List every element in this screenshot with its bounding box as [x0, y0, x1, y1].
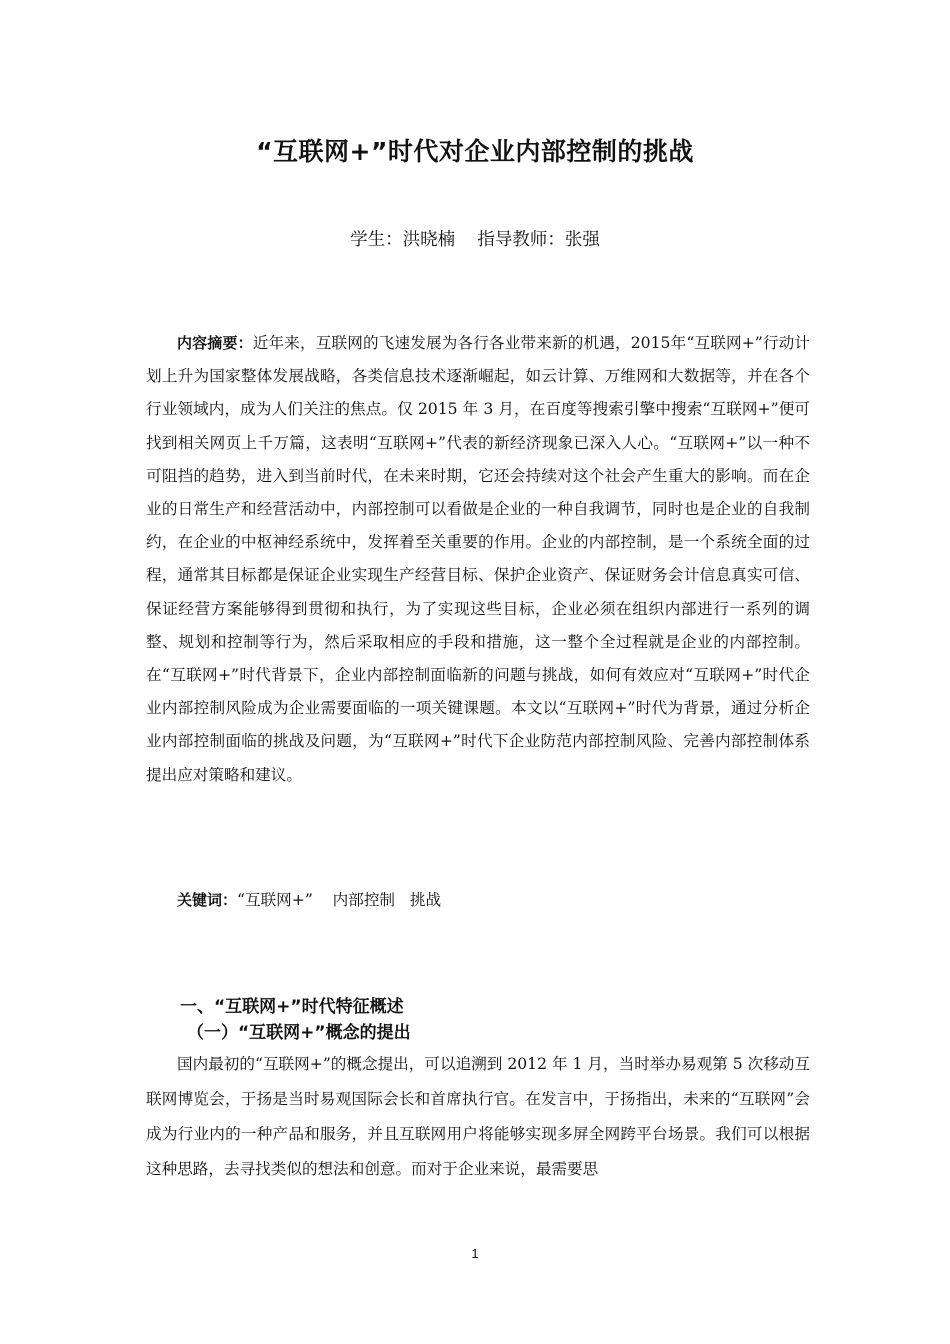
body-paragraph: 国内最初的“互联网+”的概念提出，可以追溯到 2012 年 1 月，当时举办易观第 5 次移动互联网博览会，于扬是当时易观国际会长和首席执行官。在发言中，于扬指出，未来的“互联网”会成为行业内的一种产品和服务，并且互联网用户将能够实现多屏全网跨平台场景。我们可以根据这种思路，去寻找类似的想法和创意。而对于企业来说，最需要思 [146, 1055, 810, 1178]
keywords-line [177, 884, 441, 917]
abstract-text: 近年来，互联网的飞速发展为各行各业带来新的机遇，2015年“互联网+”行动计划上升为国家整体发展战略，各类信息技术逐渐崛起，如云计算、万维网和大数据等，并在各个行业领域内，成为人们关注的焦点。仅 2015 年 3 月，在百度等搜索引擎中搜索“互联网+”便可找到相关网页上千万篇，这表明“互联网+”代表的新经济现象已深入人心。“互联网+”以一种不可阻挡的趋势，进入到当前时代，在未来时期，它还会持续对这个社会产生重大的影响。而在企业的日常生产和经营活动中，内部控制可以看做是企业的一种自我调节，同时也是企业的自我制约，在企业的中枢神经系统中，发挥着至关重要的作用。企业的内部控制，是一个系统全面的过程，通常其目标都是保证企业实现生产经营目标、保护企业资产、保证财务会计信息真实可信、保证经营方案能够得到贯彻和执行，为了实现这些目标，企业必须在组织内部进行一系列的调整、规划和控制等行为，然后采取相应的手段和措施，这一整个全过程就是企业的内部控制。在“互联网+”时代背景下，企业内部控制面临新的问题与挑战，如何有效应对“互联网+”时代企业内部控制风险成为企业需要面临的一项关键课题。本文以“互联网+”时代为背景，通过分析企业内部控制面临的挑战及问题，为“互联网+”时代下企业防范内部控制风险、完善内部控制体系提出应对策略和建议。 [146, 334, 810, 784]
keywords-label: 关键词： [177, 891, 238, 909]
keywords-text: “互联网+” 内部控制 挑战 [237, 891, 442, 909]
abstract-paragraph [146, 327, 810, 792]
page-number: 1 [471, 1246, 479, 1261]
subsection-heading: （一）“互联网+”概念的提出 [187, 1023, 411, 1043]
paper-title: “互联网+”时代对企业内部控制的挑战 [256, 137, 694, 166]
abstract-label: 内容摘要： [177, 334, 253, 352]
author-line: 学生：洪晓楠 指导教师：张强 [350, 230, 600, 250]
section-heading: 一、“互联网+”时代特征概述 [180, 997, 404, 1017]
